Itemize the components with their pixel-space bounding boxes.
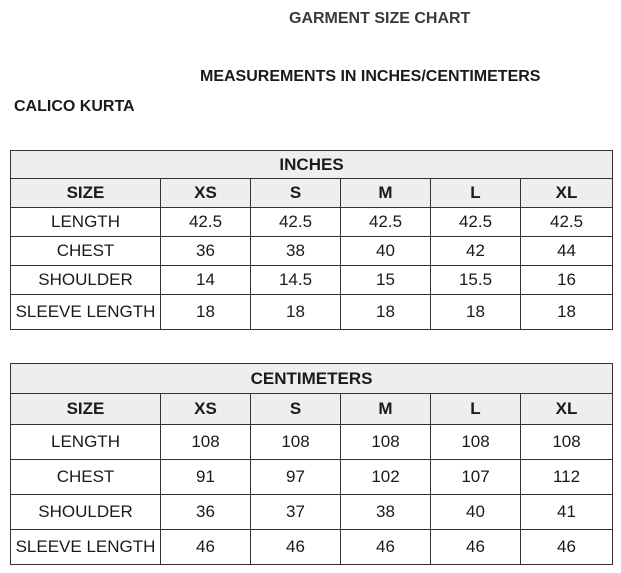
table-cell: 42.5 [251, 208, 341, 237]
table-cell: 14 [161, 266, 251, 295]
inches-band-header: INCHES [11, 151, 613, 179]
table-cell: 38 [251, 237, 341, 266]
column-header-size: SIZE [11, 179, 161, 208]
column-header-xl: XL [521, 179, 613, 208]
table-cell: 46 [251, 530, 341, 565]
row-label-length: LENGTH [11, 208, 161, 237]
table-cell: 97 [251, 460, 341, 495]
table-cell: 46 [521, 530, 613, 565]
table-cell: 44 [521, 237, 613, 266]
centimeters-size-table [10, 363, 613, 565]
table-cell: 112 [521, 460, 613, 495]
table-cell: 18 [161, 295, 251, 330]
row-label-shoulder: SHOULDER [11, 495, 161, 530]
table-cell: 108 [431, 425, 521, 460]
column-header-size: SIZE [11, 394, 161, 425]
table-row [11, 460, 613, 495]
table-row [11, 237, 613, 266]
table-cell: 91 [161, 460, 251, 495]
table-cell: 16 [521, 266, 613, 295]
column-header-l: L [431, 394, 521, 425]
table-cell: 36 [161, 495, 251, 530]
row-label-sleeve-length: SLEEVE LENGTH [11, 295, 161, 330]
table-cell: 46 [431, 530, 521, 565]
table-cell: 18 [341, 295, 431, 330]
product-name: CALICO KURTA [14, 98, 135, 115]
row-label-chest: CHEST [11, 237, 161, 266]
column-header-s: S [251, 394, 341, 425]
column-header-xs: XS [161, 179, 251, 208]
inches-size-table [10, 150, 613, 330]
column-header-s: S [251, 179, 341, 208]
column-header-xl: XL [521, 394, 613, 425]
table-cell: 42.5 [161, 208, 251, 237]
row-label-length: LENGTH [11, 425, 161, 460]
measurement-units-heading: MEASUREMENTS IN INCHES/CENTIMETERS [200, 68, 541, 85]
table-cell: 108 [161, 425, 251, 460]
column-header-xs: XS [161, 394, 251, 425]
table-cell: 42.5 [341, 208, 431, 237]
table-cell: 42 [431, 237, 521, 266]
column-header-l: L [431, 179, 521, 208]
table-cell: 15.5 [431, 266, 521, 295]
table-cell: 46 [161, 530, 251, 565]
column-header-m: M [341, 394, 431, 425]
table-cell: 42.5 [431, 208, 521, 237]
table-cell: 108 [251, 425, 341, 460]
table-row [11, 530, 613, 565]
table-row [11, 295, 613, 330]
table-row [11, 495, 613, 530]
table-cell: 108 [521, 425, 613, 460]
table-cell: 42.5 [521, 208, 613, 237]
column-header-m: M [341, 179, 431, 208]
table-header-row [11, 179, 613, 208]
table-cell: 37 [251, 495, 341, 530]
table-cell: 18 [251, 295, 341, 330]
table-row [11, 425, 613, 460]
centimeters-band-header: CENTIMETERS [11, 364, 613, 394]
table-cell: 40 [431, 495, 521, 530]
table-cell: 108 [341, 425, 431, 460]
table-cell: 107 [431, 460, 521, 495]
row-label-sleeve-length: SLEEVE LENGTH [11, 530, 161, 565]
table-cell: 38 [341, 495, 431, 530]
table-cell: 14.5 [251, 266, 341, 295]
table-cell: 40 [341, 237, 431, 266]
row-label-shoulder: SHOULDER [11, 266, 161, 295]
table-row [11, 266, 613, 295]
row-label-chest: CHEST [11, 460, 161, 495]
table-row [11, 208, 613, 237]
table-header-row [11, 394, 613, 425]
table-cell: 18 [431, 295, 521, 330]
table-cell: 15 [341, 266, 431, 295]
table-cell: 102 [341, 460, 431, 495]
table-cell: 36 [161, 237, 251, 266]
table-cell: 18 [521, 295, 613, 330]
table-cell: 46 [341, 530, 431, 565]
page-title: GARMENT SIZE CHART [289, 10, 471, 27]
table-cell: 41 [521, 495, 613, 530]
